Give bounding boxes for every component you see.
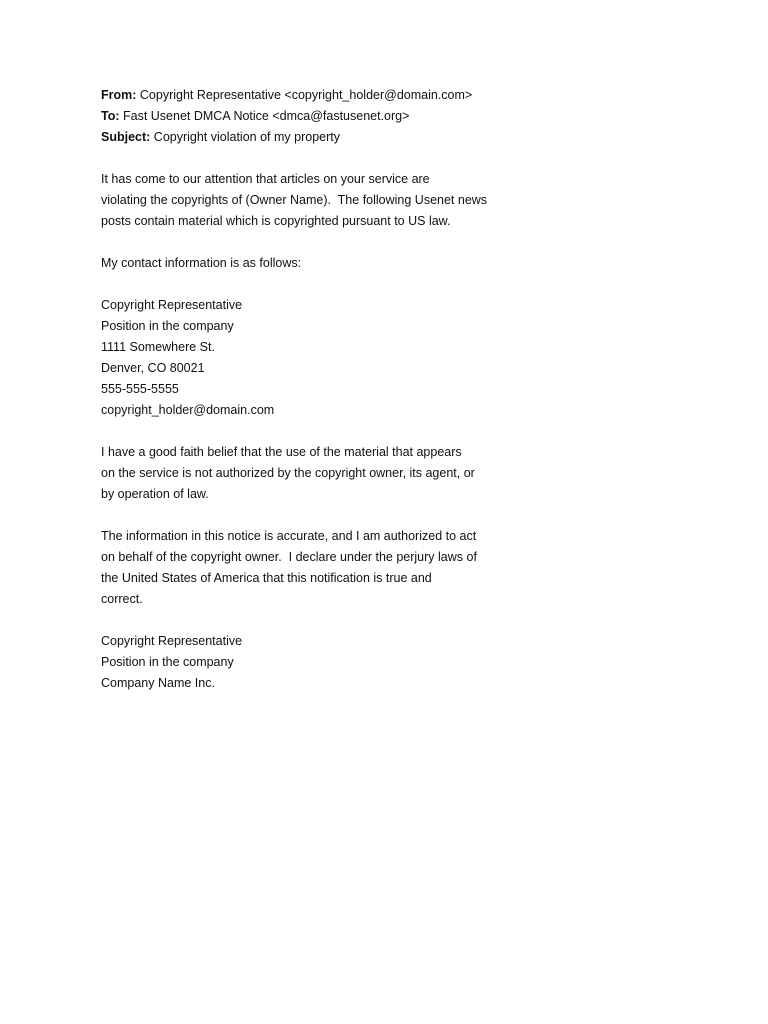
paragraph-attention [101, 169, 521, 232]
contact-city: Denver, CO 80021 [101, 361, 205, 375]
contact-name: Copyright Representative [101, 298, 243, 312]
contact-phone: 555-555-5555 [101, 382, 179, 396]
paragraph-line: posts contain material which is copyrighted pursuant to US law. [101, 214, 451, 228]
paragraph-accuracy [101, 526, 521, 610]
paragraph-line: The information in this notice is accurate, and I am authorized to act [101, 529, 477, 543]
subject-label: Subject: [101, 130, 151, 144]
paragraph-good-faith [101, 442, 521, 505]
contact-intro: My contact information is as follows: [101, 256, 302, 270]
contact-email: copyright_holder@domain.com [101, 403, 275, 417]
subject-line [101, 127, 521, 148]
signature-position: Position in the company [101, 655, 234, 669]
paragraph-line: violating the copyrights of (Owner Name). The following Usenet news [101, 193, 488, 207]
paragraph-line: by operation of law. [101, 487, 209, 501]
spacer [101, 421, 521, 442]
signature-name: Copyright Representative [101, 634, 243, 648]
spacer [101, 505, 521, 526]
contact-position: Position in the company [101, 319, 234, 333]
email-header [101, 85, 521, 148]
spacer [101, 274, 521, 295]
spacer [101, 232, 521, 253]
from-label: From: [101, 88, 137, 102]
paragraph-line: on behalf of the copyright owner. I declare under the perjury laws of [101, 550, 477, 564]
spacer [101, 148, 521, 169]
spacer [101, 610, 521, 631]
contact-block [101, 295, 521, 421]
signature-company: Company Name Inc. [101, 676, 215, 690]
document-page [101, 85, 521, 694]
paragraph-line: It has come to our attention that articles on your service are [101, 172, 430, 186]
to-value: Fast Usenet DMCA Notice <dmca@fastusenet.org> [119, 109, 410, 123]
from-value: Copyright Representative <copyright_holder@domain.com> [136, 88, 473, 102]
paragraph-line: on the service is not authorized by the copyright owner, its agent, or [101, 466, 475, 480]
paragraph-line: I have a good faith belief that the use of the material that appears [101, 445, 462, 459]
contact-street: 1111 Somewhere St. [101, 340, 215, 354]
from-line [101, 85, 521, 106]
to-line [101, 106, 521, 127]
to-label: To: [101, 109, 120, 123]
subject-value: Copyright violation of my property [150, 130, 340, 144]
signature-block [101, 631, 521, 694]
paragraph-line: the United States of America that this notification is true and [101, 571, 432, 585]
paragraph-line: correct. [101, 592, 143, 606]
